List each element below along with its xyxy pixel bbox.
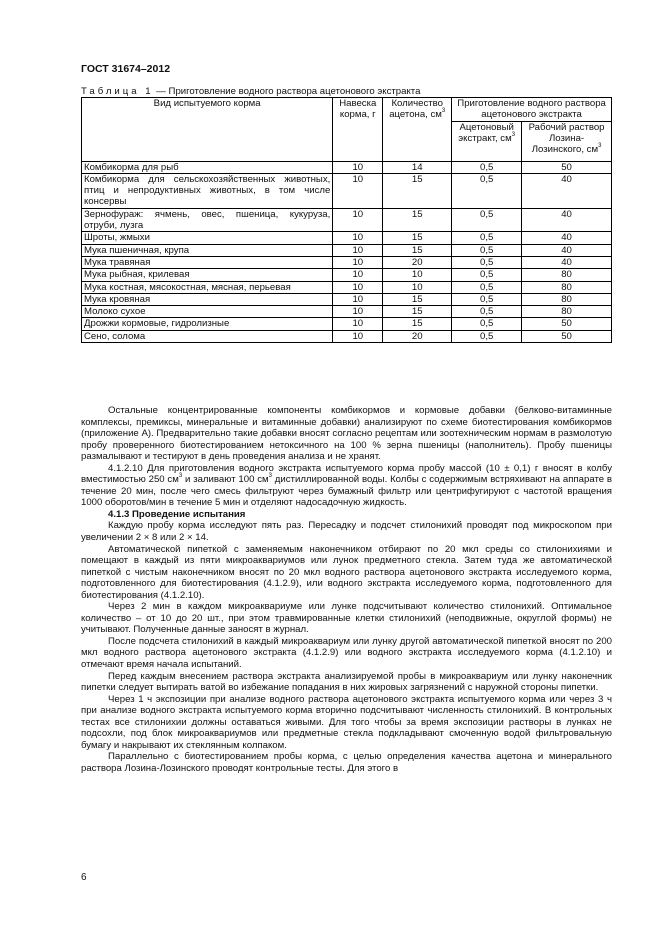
acetone-extract-table [81,97,612,343]
header-feed-type: Вид испытуемого корма [82,98,333,162]
value-cell: 10 [333,161,383,173]
feed-type-cell: Мука травяная [82,256,333,268]
feed-type-cell: Зернофураж: ячмень, овес, пшеница, кукуруза, отруби, лузга [82,208,333,232]
value-cell: 15 [383,293,452,305]
value-cell: 15 [383,232,452,244]
value-cell: 0,5 [452,232,522,244]
value-cell: 10 [333,330,383,342]
table-row [82,208,612,232]
table-caption-text: — Приготовление водного раствора ацетонового экстракта [153,86,421,97]
value-cell: 80 [522,269,612,281]
feed-type-cell: Комбикорма для сельскохозяйственных животных, птиц и непродуктивных животных, в том числе консервы [82,173,333,208]
value-cell: 10 [383,269,452,281]
table-row [82,244,612,256]
value-cell: 20 [383,256,452,268]
feed-type-cell: Мука рыбная, крилевая [82,269,333,281]
feed-type-cell: Сено, солома [82,330,333,342]
value-cell: 50 [522,330,612,342]
feed-type-cell: Мука костная, мясокостная, мясная, перьевая [82,281,333,293]
table-row [82,161,612,173]
table-row [82,330,612,342]
paragraph: Через 1 ч экспозиции при анализе водного раствора ацетонового экстракта испытуемого корма или через 3 ч при анализе водного экстракта испытуемого корма вторично подсчитывают численность стилонихий. В контрольных тестах все стилонихии должны оставаться живыми. Для того чтобы за время экспозиции растворы в лунках не подсохли, под блок микроаквариумов или предметные стекла подкладывают смоченную водой фильтровальную бумагу и накрывают их стеклянным колпаком. [81,693,612,751]
value-cell: 10 [333,232,383,244]
page-number: 6 [81,872,87,883]
paragraph: Параллельно с биотестированием пробы корма, с целью определения качества ацетона и минерального раствора Лозина-Лозинского проводят контрольные тесты. Для этого в [81,751,612,774]
table-row [82,306,612,318]
table-row [82,173,612,208]
header-acetone-extract: Ацетоновый экстракт, $см^3$ [452,121,522,161]
value-cell: 10 [333,306,383,318]
paragraph: Перед каждым внесением раствора экстракта анализируемой пробы в микроаквариум или лунку наконечник пипетки следует вытирать ватой во избежание попадания в них жировых загрязнений с наружной стороны пипетки. [81,670,612,694]
header-working-solution: Рабочий раствор Лозина-Лозинского, $см^3$ [522,121,612,161]
value-cell: 10 [333,269,383,281]
feed-type-cell: Дрожжи кормовые, гидролизные [82,318,333,330]
value-cell: 14 [383,161,452,173]
value-cell: 80 [522,306,612,318]
value-cell: 80 [522,281,612,293]
value-cell: 80 [522,293,612,305]
value-cell: 15 [383,244,452,256]
value-cell: 50 [522,318,612,330]
feed-type-cell: Комбикорма для рыб [82,161,333,173]
value-cell: 15 [383,208,452,232]
paragraph: Каждую пробу корма исследуют пять раз. Пересадку и подсчет стилонихий проводят под микроскопом при увеличении 2 × 8 или 2 × 14. [81,520,612,544]
body-text [81,405,612,775]
value-cell: 0,5 [452,281,522,293]
feed-type-cell: Шроты, жмыхи [82,232,333,244]
value-cell: 10 [333,293,383,305]
table-row [82,232,612,244]
paragraph: Автоматической пипеткой с заменяемым наконечником отбирают по 20 мкл среды со стилонихиями и помещают в каждый из пяти микроаквариумов или лунок предметного стекла. Затем туда же автоматической пипеткой с чистым наконечником вносят по 20 мкл водного раствора ацетонового экстракта исследуемого корма, подготовленного для биотестирования (4.1.2.9), или водного экстракта исследуемого корма, подготовленного для биотестирования (4.1.2.10). [81,543,612,601]
value-cell: 10 [333,318,383,330]
table-caption-label: Таблица 1 [81,86,154,97]
value-cell: 40 [522,244,612,256]
value-cell: 40 [522,208,612,232]
value-cell: 0,5 [452,208,522,232]
section-heading-4-1-3: 4.1.3 Проведение испытания [108,508,246,520]
value-cell: 40 [522,256,612,268]
header-preparation: Приготовление водного раствора ацетонового экстракта [452,98,612,122]
document-id: ГОСТ 31674–2012 [81,63,171,75]
table-caption [81,86,420,97]
feed-type-cell: Мука пшеничная, крупа [82,244,333,256]
value-cell: 0,5 [452,318,522,330]
feed-type-cell: Молоко сухое [82,306,333,318]
table-row [82,256,612,268]
header-sample-mass: Навеска корма, г [333,98,383,162]
paragraph: Через 2 мин в каждом микроаквариуме или лунке подсчитывают количество стилонихий. Оптимальное количество – от 10 до 20 шт., при этом травмированные клетки стилонихий (неподвижные, округлой формы) не учитывают. Полученные данные заносят в журнал. [81,601,612,636]
value-cell: 10 [333,173,383,208]
value-cell: 10 [333,281,383,293]
value-cell: 0,5 [452,173,522,208]
value-cell: 10 [383,281,452,293]
paragraph-4-1-2-10: 4.1.2.10 Для приготовления водного экстракта испытуемого корма пробу массой (10 ± 0,1) г вносят в колбу вместимостью 250 $см^3$ и заливают 100 $см^3$ дистиллированной воды. Колбы с содержимым встряхивают на аппарате в течение 20 мин, после чего смесь фильтруют через бумажный фильтр или центрифугируют с частотой вращения 1000 оборотов/мин в течение 5 мин и отделяют надосадочную жидкость. [81,462,612,509]
table-row [82,269,612,281]
value-cell: 10 [333,256,383,268]
value-cell: 15 [383,318,452,330]
value-cell: 50 [522,161,612,173]
value-cell: 0,5 [452,330,522,342]
value-cell: 40 [522,232,612,244]
value-cell: 0,5 [452,256,522,268]
value-cell: 10 [333,208,383,232]
value-cell: 20 [383,330,452,342]
value-cell: 10 [333,244,383,256]
table-row [82,281,612,293]
value-cell: 15 [383,173,452,208]
value-cell: 0,5 [452,244,522,256]
paragraph: Остальные концентрированные компоненты комбикормов и кормовые добавки (белково-витаминные комплексы, премиксы, минеральные и витаминные добавки) анализируют по схеме биотестирования комбикормов (приложение А). Предварительно такие добавки вносят согласно рецептам или зоотехническим нормам в размолотую пробу проверенного биотестированием нетоксичного на 100 % зерна пшеницы (наполнитель). Пробу пшеницы размалывают и тестируют в день проведения анализа и не хранят. [81,405,612,463]
paragraph: После подсчета стилонихий в каждый микроаквариум или лунку другой автоматической пипеткой вносят по 200 мкл водного раствора ацетонового экстракта (4.1.2.9) или водного экстракта исследуемого корма (4.1.2.10) и отмечают время начала испытаний. [81,635,612,671]
value-cell: 0,5 [452,306,522,318]
table-row [82,293,612,305]
header-acetone-amount: Количество ацетона, $см^3$ [383,98,452,162]
value-cell: 40 [522,173,612,208]
feed-type-cell: Мука кровяная [82,293,333,305]
value-cell: 0,5 [452,293,522,305]
value-cell: 0,5 [452,269,522,281]
value-cell: 15 [383,306,452,318]
value-cell: 0,5 [452,161,522,173]
table-row [82,318,612,330]
